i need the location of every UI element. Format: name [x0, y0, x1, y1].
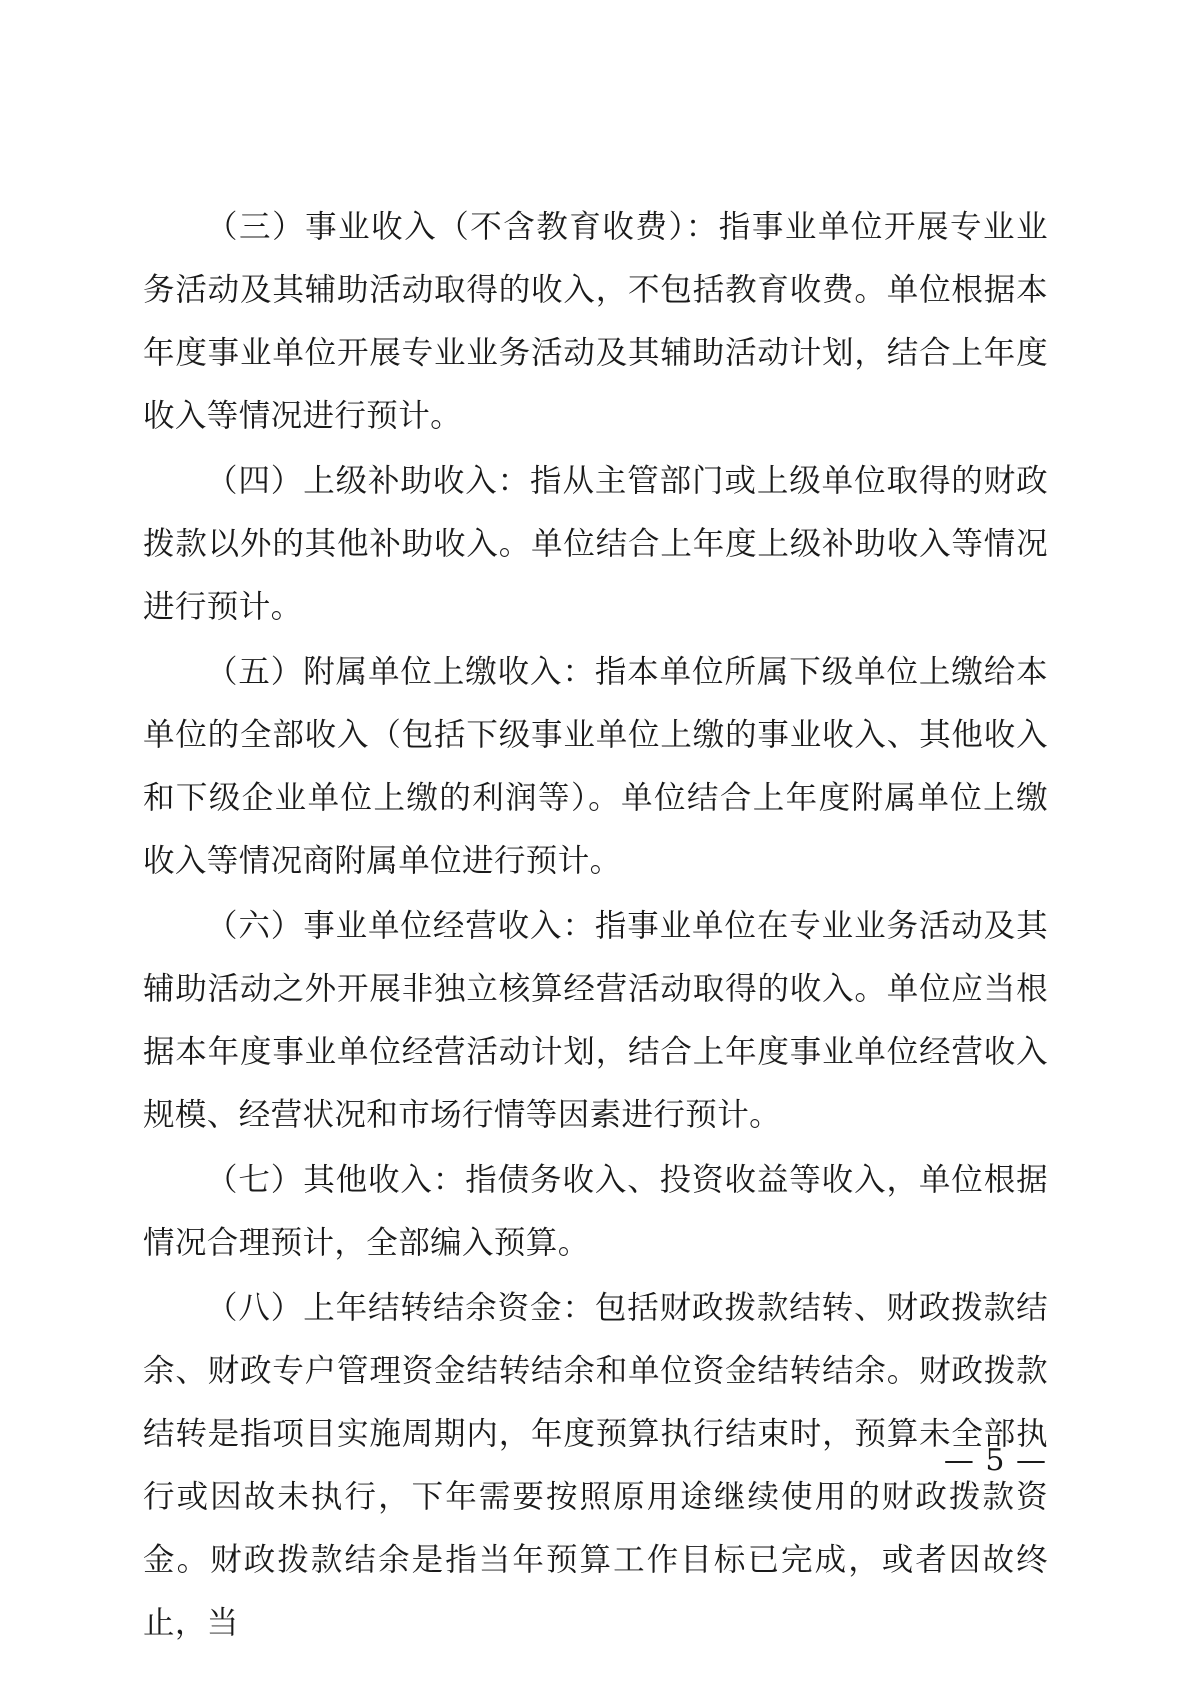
paragraph-item: （四）上级补助收入：指从主管部门或上级单位取得的财政拨款以外的其他补助收入。单位结合上年度上级补助收入等情况进行预计。 — [143, 463, 1048, 625]
paragraph-item: （五）附属单位上缴收入：指本单位所属下级单位上缴给本单位的全部收入（包括下级事业单位上缴的事业收入、其他收入和下级企业单位上缴的利润等）。单位结合上年度附属单位上缴收入等情况商附属单位进行预计。 — [143, 654, 1048, 879]
page-number: — 5 — — [943, 1443, 1047, 1478]
document-body — [143, 196, 1048, 1657]
paragraph-item: （八）上年结转结余资金：包括财政拨款结转、财政拨款结余、财政专户管理资金结转结余和单位资金结转结余。财政拨款结转是指项目实施周期内，年度预算执行结束时，预算未全部执行或因故未执行，下年需要按照原用途继续使用的财政拨款资金。财政拨款结余是指当年预算工作目标已完成，或者因故终止，当 — [143, 1290, 1048, 1641]
paragraph-item: （七）其他收入：指债务收入、投资收益等收入，单位根据情况合理预计，全部编入预算。 — [143, 1162, 1048, 1261]
paragraph-item: （三）事业收入（不含教育收费）：指事业单位开展专业业务活动及其辅助活动取得的收入，不包括教育收费。单位根据本年度事业单位开展专业业务活动及其辅助活动计划，结合上年度收入等情况进行预计。 — [143, 209, 1048, 434]
paragraph-item: （六）事业单位经营收入：指事业单位在专业业务活动及其辅助活动之外开展非独立核算经营活动取得的收入。单位应当根据本年度事业单位经营活动计划，结合上年度事业单位经营收入规模、经营状况和市场行情等因素进行预计。 — [143, 908, 1048, 1133]
